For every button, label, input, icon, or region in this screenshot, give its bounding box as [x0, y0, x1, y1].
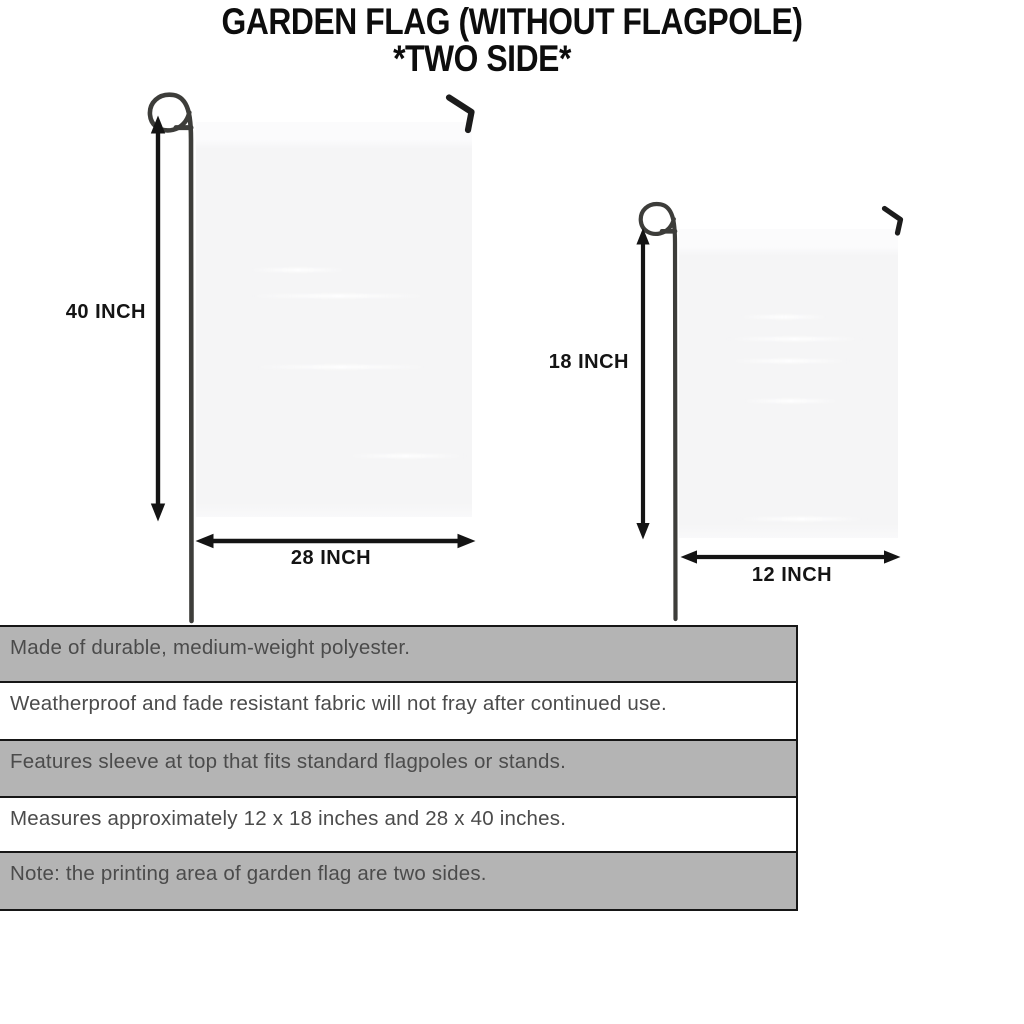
- small-height-label: 18 INCH: [548, 351, 629, 373]
- feature-row: Made of durable, medium-weight polyester.: [0, 625, 798, 683]
- large-height-label: 40 INCH: [65, 301, 146, 323]
- small-width-arrow: [681, 550, 901, 563]
- large-height-arrow: [151, 116, 165, 522]
- title-line-2: *TWO SIDE*: [393, 38, 571, 79]
- small-flagpole-icon: [641, 204, 676, 619]
- small-hook-icon: [885, 209, 901, 234]
- feature-row: Note: the printing area of garden flag are two sides.: [0, 851, 798, 911]
- feature-row: Weatherproof and fade resistant fabric will not fray after continued use.: [0, 681, 798, 742]
- feature-table: [0, 625, 798, 911]
- small-height-arrow: [636, 228, 649, 540]
- feature-row: Features sleeve at top that fits standard flagpoles or stands.: [0, 739, 798, 798]
- large-width-label: 28 INCH: [290, 547, 372, 569]
- title-line-1: GARDEN FLAG (WITHOUT FLAGPOLE): [221, 1, 803, 42]
- feature-row: Measures approximately 12 x 18 inches and 28 x 40 inches.: [0, 796, 798, 854]
- small-width-label: 12 INCH: [751, 564, 833, 586]
- large-hook-icon: [449, 98, 472, 131]
